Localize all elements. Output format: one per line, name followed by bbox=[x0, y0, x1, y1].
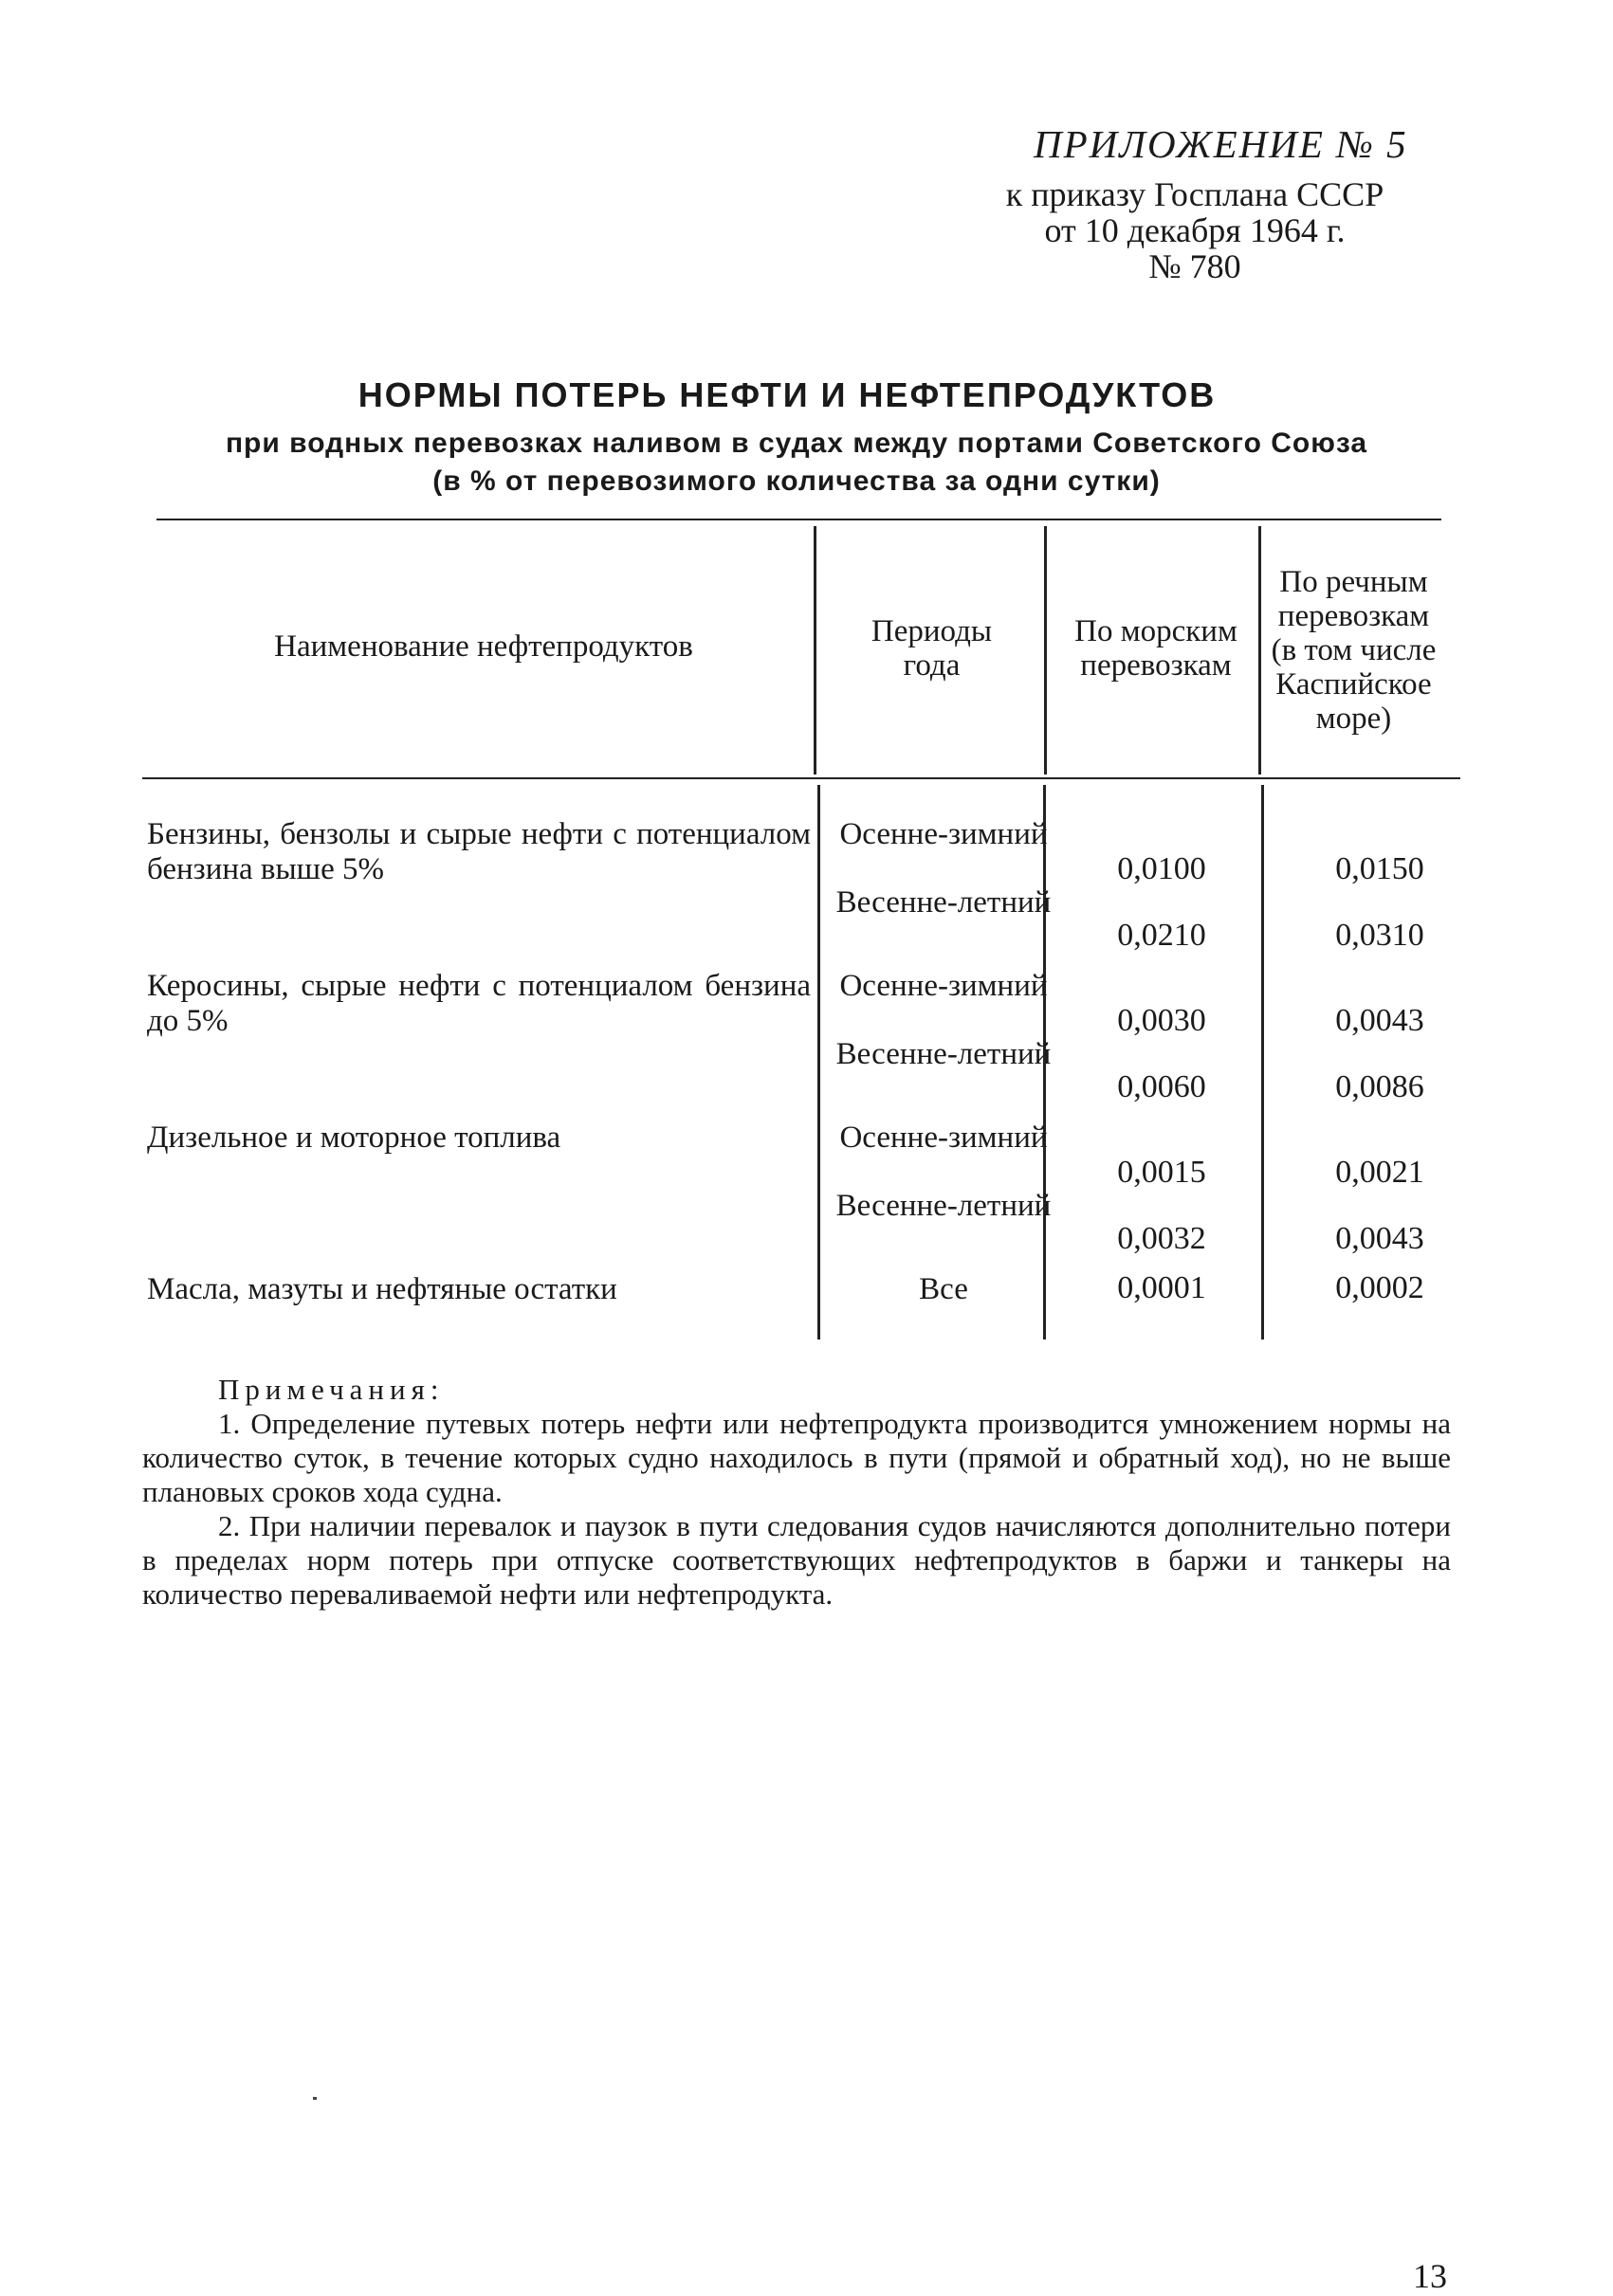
order-reference bbox=[948, 176, 1441, 284]
table-cell-sea: 0,0032 bbox=[1117, 1221, 1206, 1256]
order-line-2: от 10 декабря 1964 г. bbox=[1044, 211, 1346, 249]
notes-section bbox=[142, 1373, 1451, 1612]
table-cell-sea: 0,0015 bbox=[1117, 1155, 1206, 1190]
table-row-period: Весенне-летний bbox=[835, 885, 1052, 920]
table-cell-river: 0,0002 bbox=[1335, 1270, 1424, 1305]
table-row-period: Осенне-зимний bbox=[839, 1121, 1048, 1155]
table-row-product: Бензины, бензолы и сырые нефти с потенциалом бензина выше 5% bbox=[147, 817, 811, 886]
header-period: Периоды года bbox=[871, 614, 993, 683]
table-cell-river: 0,0021 bbox=[1335, 1155, 1424, 1190]
table-cell-sea: 0,0030 bbox=[1117, 1003, 1206, 1038]
scan-speck bbox=[313, 2097, 317, 2100]
order-line-3: № 780 bbox=[1148, 247, 1241, 285]
table-cell-river: 0,0310 bbox=[1335, 918, 1424, 953]
subtitle-line-2: (в % от перевозимого количества за одни сутки) bbox=[432, 465, 1161, 497]
table-cell-river: 0,0086 bbox=[1335, 1069, 1424, 1104]
header-river: По речным перевозкам (в том числе Каспийское море) bbox=[1271, 565, 1437, 736]
table-cell-river: 0,0043 bbox=[1335, 1221, 1424, 1256]
column-divider-3-body bbox=[1261, 785, 1264, 1339]
table-row-product: Керосины, сырые нефти с потенциалом бензина до 5% bbox=[147, 969, 811, 1038]
table-row-product: Дизельное и моторное топлива bbox=[147, 1121, 561, 1155]
table-row-period: Весенне-летний bbox=[835, 1037, 1052, 1071]
table-cell-river: 0,0043 bbox=[1335, 1003, 1424, 1038]
page-number: 13 bbox=[1413, 2257, 1447, 2295]
table-row-period: Осенне-зимний bbox=[839, 969, 1048, 1003]
header-product: Наименование нефтепродуктов bbox=[274, 629, 693, 664]
header-sea: По морским перевозкам bbox=[1074, 614, 1237, 683]
notes-heading: Примечания: bbox=[218, 1373, 445, 1406]
table-row-period: Осенне-зимний bbox=[839, 817, 1048, 851]
subtitle-line-1: при водных перевозках наливом в судах между портами Советского Союза bbox=[225, 428, 1368, 459]
note-item: 2. При наличии перевалок и паузок в пути следования судов начисляются дополнительно потери в пределах норм потерь при отпуске соответствующих нефтепродуктов в баржи и танкеры на количество переваливаемой нефти или нефтепродукта. bbox=[142, 1509, 1451, 1611]
table-row-period: Все bbox=[919, 1272, 968, 1306]
column-divider-1-body bbox=[817, 785, 820, 1339]
table-cell-sea: 0,0210 bbox=[1117, 918, 1206, 953]
order-line-1: к приказу Госплана СССР bbox=[1005, 175, 1384, 213]
table-cell-river: 0,0150 bbox=[1335, 851, 1424, 886]
table-row-period: Весенне-летний bbox=[835, 1189, 1052, 1223]
document-subtitle bbox=[142, 425, 1451, 501]
table-top-rule bbox=[156, 519, 1441, 520]
table-row-product: Масла, мазуты и нефтяные остатки bbox=[147, 1272, 617, 1306]
table-cell-sea: 0,0001 bbox=[1117, 1270, 1206, 1305]
column-divider-1 bbox=[814, 526, 816, 774]
column-divider-2 bbox=[1044, 526, 1047, 774]
table-header-rule bbox=[142, 777, 1460, 779]
document-title: НОРМЫ ПОТЕРЬ НЕФТИ И НЕФТЕПРОДУКТОВ bbox=[357, 375, 1217, 414]
table-cell-sea: 0,0060 bbox=[1117, 1069, 1206, 1104]
note-item: 1. Определение путевых потерь нефти или нефтепродукта производится умножением нормы на количество суток, в течение которых судно находилось в пути (прямой и обратный ход), но не выше плановых сроков хода судна. bbox=[142, 1407, 1451, 1508]
appendix-number: ПРИЛОЖЕНИЕ № 5 bbox=[1034, 122, 1408, 166]
table-cell-sea: 0,0100 bbox=[1117, 851, 1206, 886]
